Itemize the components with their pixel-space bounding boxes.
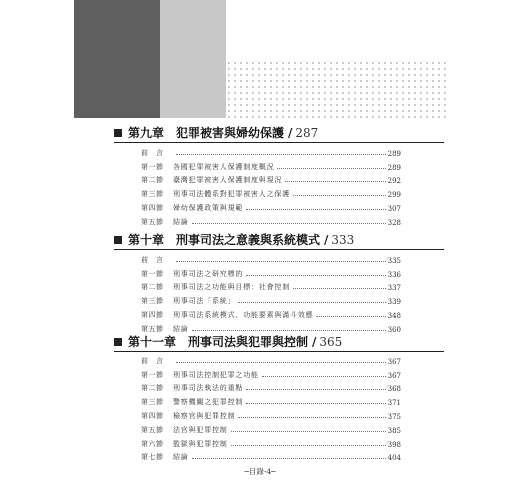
chapter-rule bbox=[114, 249, 444, 250]
toc-leader bbox=[231, 445, 386, 446]
chapter-9-entries bbox=[141, 144, 401, 227]
chapter-title: 第九章 犯罪被害與婦幼保護 bbox=[128, 126, 285, 140]
toc-row[interactable] bbox=[141, 265, 401, 279]
toc-leader bbox=[192, 458, 386, 459]
toc-page: 292 bbox=[387, 177, 401, 186]
chapter-11-entries bbox=[141, 352, 401, 462]
toc-page: 371 bbox=[387, 399, 401, 408]
toc-text: 刑事司法「系統」 bbox=[173, 297, 236, 306]
toc-page: 337 bbox=[387, 284, 401, 293]
toc-row[interactable] bbox=[141, 144, 401, 158]
toc-section: 第三節 bbox=[141, 190, 164, 199]
toc-leader bbox=[246, 275, 385, 276]
toc-section: 第七節 bbox=[141, 453, 164, 462]
toc-section: 第二節 bbox=[141, 384, 164, 393]
chapter-title: 第十章 刑事司法之意義與系統模式 bbox=[128, 233, 321, 247]
toc-row[interactable] bbox=[141, 251, 401, 265]
toc-leader bbox=[293, 195, 386, 196]
toc-page: 368 bbox=[387, 385, 401, 394]
toc-page: 307 bbox=[387, 204, 401, 213]
toc-row[interactable] bbox=[141, 407, 401, 421]
toc-text: 各國犯罪被害人保護制度概況 bbox=[173, 162, 275, 171]
toc-text: 結論 bbox=[173, 217, 189, 226]
toc-row[interactable] bbox=[141, 366, 401, 380]
toc-page: 289 bbox=[387, 163, 401, 172]
toc-section: 第五節 bbox=[141, 217, 164, 226]
chapter-heading-11 bbox=[114, 333, 444, 350]
toc-leader bbox=[277, 168, 385, 169]
toc-row[interactable] bbox=[141, 213, 401, 227]
toc-row[interactable] bbox=[141, 292, 401, 306]
chapter-page: 365 bbox=[319, 334, 343, 349]
page-footer: ─目錄-4─ bbox=[244, 467, 276, 476]
toc-section: 第二節 bbox=[141, 176, 164, 185]
chapter-bullet-icon bbox=[114, 338, 122, 346]
toc-section: 第二節 bbox=[141, 283, 164, 292]
toc-section: 前 言 bbox=[141, 148, 164, 157]
chapter-page: 287 bbox=[295, 125, 319, 140]
header-dot-pattern bbox=[226, 60, 446, 118]
toc-leader bbox=[192, 330, 386, 331]
toc-text: 監獄與犯罪控制 bbox=[173, 439, 228, 448]
header-light-block bbox=[160, 0, 226, 118]
chapter-slash: / bbox=[324, 232, 329, 247]
toc-page: 404 bbox=[387, 454, 401, 463]
toc-row[interactable] bbox=[141, 172, 401, 186]
chapter-slash: / bbox=[312, 334, 317, 349]
toc-section: 前 言 bbox=[141, 356, 164, 365]
toc-text: 警察機關之犯罪控制 bbox=[173, 398, 244, 407]
toc-section: 前 言 bbox=[141, 255, 164, 264]
toc-row[interactable] bbox=[141, 320, 401, 334]
toc-row[interactable] bbox=[141, 199, 401, 213]
chapter-page: 333 bbox=[331, 232, 355, 247]
toc-section: 第一節 bbox=[141, 370, 164, 379]
toc-section: 第一節 bbox=[141, 269, 164, 278]
toc-page: 335 bbox=[387, 256, 401, 265]
toc-leader bbox=[246, 389, 385, 390]
toc-page: 299 bbox=[387, 191, 401, 200]
chapter-slash: / bbox=[288, 125, 293, 140]
toc-leader bbox=[293, 288, 386, 289]
toc-page: 336 bbox=[387, 270, 401, 279]
toc-leader bbox=[316, 316, 385, 317]
toc-row[interactable] bbox=[141, 421, 401, 435]
toc-page: 360 bbox=[387, 325, 401, 334]
toc-text: 臺灣犯罪被害人保護制度與現況 bbox=[173, 176, 283, 185]
toc-page: 348 bbox=[387, 311, 401, 320]
toc-text: 刑事司法執法的重點 bbox=[173, 384, 244, 393]
chapter-rule bbox=[114, 142, 444, 143]
toc-leader bbox=[238, 417, 385, 418]
toc-text: 法官與犯罪控制 bbox=[173, 425, 228, 434]
toc-page: 385 bbox=[387, 426, 401, 435]
chapter-10-entries bbox=[141, 251, 401, 334]
toc-section: 第六節 bbox=[141, 439, 164, 448]
toc-leader bbox=[231, 431, 386, 432]
toc-text: 刑事司法之功能與目標：社會控制 bbox=[173, 283, 290, 292]
toc-row[interactable] bbox=[141, 393, 401, 407]
toc-section: 第三節 bbox=[141, 297, 164, 306]
toc-row[interactable] bbox=[141, 435, 401, 449]
toc-page: 375 bbox=[387, 412, 401, 421]
header-dark-block bbox=[74, 0, 160, 118]
toc-page: 289 bbox=[387, 149, 401, 158]
toc-leader bbox=[192, 223, 386, 224]
toc-leader bbox=[176, 154, 386, 155]
toc-text: 刑事司法之研究標的 bbox=[173, 269, 244, 278]
toc-section: 第四節 bbox=[141, 411, 164, 420]
toc-row[interactable] bbox=[141, 279, 401, 293]
toc-row[interactable] bbox=[141, 352, 401, 366]
toc-section: 第五節 bbox=[141, 425, 164, 434]
toc-page: 367 bbox=[387, 357, 401, 366]
toc-leader bbox=[246, 209, 385, 210]
chapter-heading-9 bbox=[114, 124, 444, 141]
toc-leader bbox=[285, 181, 385, 182]
toc-text: 檢察官與犯罪控制 bbox=[173, 411, 236, 420]
toc-text: 刑事司法系統模式、功能要素與滿斗效應 bbox=[173, 310, 314, 319]
toc-section: 第五節 bbox=[141, 324, 164, 333]
toc-section: 第三節 bbox=[141, 398, 164, 407]
toc-section: 第四節 bbox=[141, 310, 164, 319]
toc-row[interactable] bbox=[141, 306, 401, 320]
toc-leader bbox=[262, 376, 386, 377]
toc-row[interactable] bbox=[141, 185, 401, 199]
toc-row[interactable] bbox=[141, 380, 401, 394]
toc-row[interactable] bbox=[141, 449, 401, 463]
chapter-title: 第十一章 刑事司法與犯罪與控制 bbox=[128, 335, 309, 349]
toc-section: 第四節 bbox=[141, 203, 164, 212]
chapter-bullet-icon bbox=[114, 236, 122, 244]
toc-leader bbox=[176, 261, 386, 262]
toc-text: 婦幼保護政策與規範 bbox=[173, 203, 244, 212]
toc-page: 339 bbox=[387, 298, 401, 307]
toc-page: 328 bbox=[387, 218, 401, 227]
toc-section: 第一節 bbox=[141, 162, 164, 171]
toc-page: 367 bbox=[387, 371, 401, 380]
toc-leader bbox=[246, 403, 385, 404]
chapter-heading-10 bbox=[114, 231, 444, 248]
toc-leader bbox=[238, 302, 385, 303]
toc-page: 398 bbox=[387, 440, 401, 449]
toc-text: 刑事司法控制犯罪之功能 bbox=[173, 370, 259, 379]
toc-leader bbox=[176, 362, 386, 363]
toc-text: 結論 bbox=[173, 453, 189, 462]
toc-text: 結論 bbox=[173, 324, 189, 333]
chapter-bullet-icon bbox=[114, 129, 122, 137]
toc-row[interactable] bbox=[141, 158, 401, 172]
toc-text: 刑事司法體系對犯罪被害人之保護 bbox=[173, 190, 290, 199]
